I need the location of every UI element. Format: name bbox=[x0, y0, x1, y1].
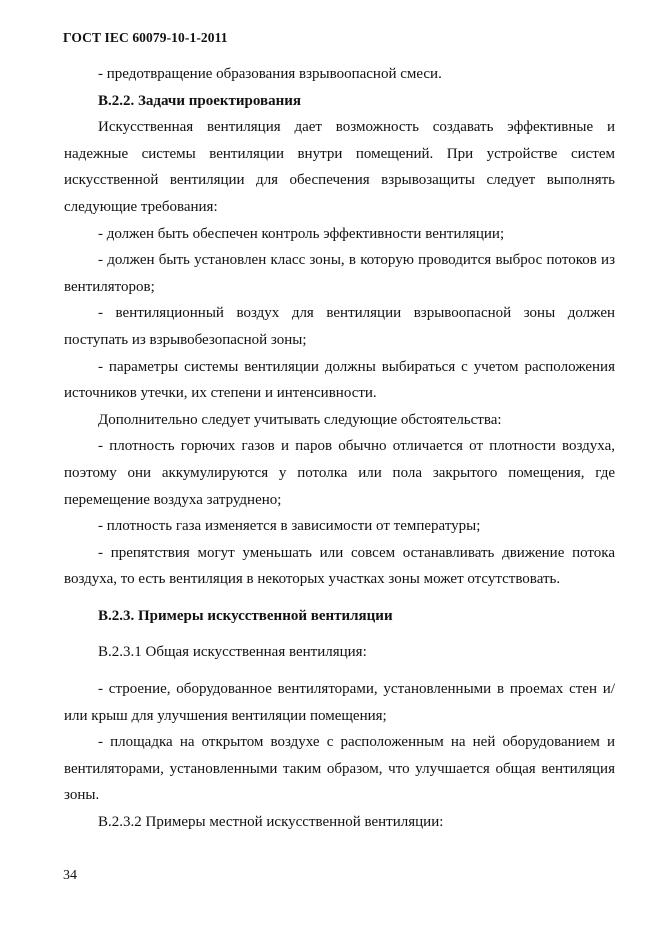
paragraph-list-item: - параметры системы вентиляции должны выбираться с учетом расположения источников утечки, их степени и интенсивности. bbox=[64, 358, 615, 402]
section-heading: B.2.2. Задачи проектирования bbox=[98, 92, 302, 109]
paragraph-list-item: - вентиляционный воздух для вентиляции взрывоопасной зоны должен поступать из взрывобезопасной зоны; bbox=[64, 305, 615, 348]
paragraph-list-item: - предотвращение образования взрывоопасной смеси. bbox=[98, 66, 442, 82]
paragraph: Искусственная вентиляция дает возможность создавать эффективные и надежные системы вентиляции внутри помещений. При устройстве систем искусственной вентиляции для обеспечения взрывозащиты следует выполнять следующие требования: bbox=[64, 119, 615, 215]
paragraph-list-item: - должен быть установлен класс зоны, в которую проводится выброс потоков из вентиляторов; bbox=[64, 252, 615, 295]
document-header: ГОСТ IEC 60079-10-1-2011 bbox=[63, 30, 228, 45]
paragraph-list-item: - плотность газа изменяется в зависимости от температуры; bbox=[98, 518, 481, 535]
subsection-heading: B.2.3.1 Общая искусственная вентиляция: bbox=[98, 644, 367, 661]
section-heading: B.2.3. Примеры искусственной вентиляции bbox=[98, 607, 393, 624]
paragraph-list-item: - должен быть обеспечен контроль эффективности вентиляции; bbox=[98, 225, 505, 242]
subsection-heading: B.2.3.2 Примеры местной искусственной вентиляции: bbox=[98, 814, 444, 831]
page-number: 34 bbox=[63, 868, 77, 883]
document-body bbox=[64, 61, 615, 836]
paragraph-list-item: - плотность горючих газов и паров обычно отличается от плотности воздуха, поэтому они аккумулируются у потолка или пола закрытого помещения, где перемещение воздуха затруднено; bbox=[64, 438, 615, 508]
paragraph-list-item: - строение, оборудованное вентиляторами, установленными в проемах стен и/или крыш для улучшения вентиляции помещения; bbox=[64, 681, 615, 724]
paragraph: Дополнительно следует учитывать следующие обстоятельства: bbox=[98, 411, 502, 428]
paragraph-list-item: - препятствия могут уменьшать или совсем останавливать движение потока воздуха, то есть вентиляция в некоторых участках зоны может отсутствовать. bbox=[64, 544, 615, 588]
paragraph-list-item: - площадка на открытом воздухе с расположенным на ней оборудованием и вентиляторами, установленными таким образом, что улучшается общая вентиляция зоны. bbox=[64, 734, 615, 804]
